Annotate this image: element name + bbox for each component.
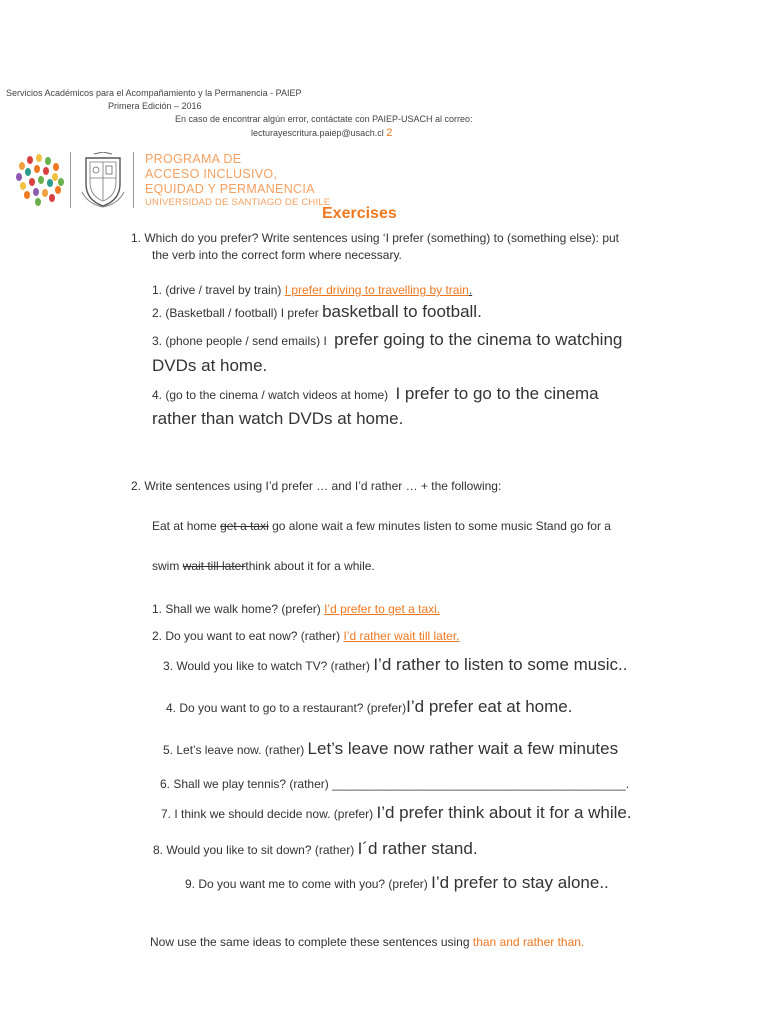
ex2-item-8: 8. Would you like to sit down? (rather) I´d rather stand.	[153, 839, 478, 858]
ex1-item-4-answer-2: rather than watch DVDs at home.	[152, 409, 404, 428]
logo-line-4: UNIVERSIDAD DE SANTIAGO DE CHILE	[145, 197, 331, 208]
ex2-item-7-answer: I’d prefer think about it for a while	[376, 803, 627, 822]
struck-option-wait-till-later: wait till later	[182, 559, 246, 573]
ex1-item-1-answer: I prefer driving to travelling by train	[284, 283, 469, 297]
header-line-1: Servicios Académicos para el Acompañamiento y la Permanencia - PAIEP	[6, 88, 302, 98]
program-logo-text	[145, 152, 330, 209]
ex2-item-2-answer: I’d rather wait till later.	[343, 629, 460, 643]
ex2-item-8-answer: I´d rather stand	[357, 839, 473, 858]
logo-divider-2	[133, 152, 134, 208]
closing-instruction: Now use the same ideas to complete these sentences using than and rather than.	[150, 935, 585, 949]
ex1-item-1-question: 1. (drive / travel by train)	[152, 283, 282, 297]
page-title: Exercises	[322, 205, 397, 222]
logo-divider	[70, 152, 71, 208]
ex1-item-3	[152, 330, 622, 350]
ex2-item-6: 6. Shall we play tennis? (rather) ____________________________________________.	[160, 777, 630, 791]
ex1-item-4-answer-1: I prefer to go to the cinema	[395, 384, 599, 403]
ex2-item-4: 4. Do you want to go to a restaurant? (prefer)I’d prefer eat at home.	[166, 697, 573, 716]
ex2-instruction: 2. Write sentences using I’d prefer … and I’d rather … + the following:	[131, 479, 502, 493]
ex2-item-1-answer: I’d prefer to get a taxi.	[324, 602, 441, 616]
university-crest-icon	[80, 152, 126, 208]
ex2-item-5-answer: Let’s leave now rather wait a few minutes	[307, 739, 619, 758]
page-number: 2	[386, 127, 393, 139]
logo-line-3: EQUIDAD Y PERMANENCIA	[145, 182, 315, 196]
ex1-item-4-question: 4. (go to the cinema / watch videos at home)	[152, 388, 389, 402]
ex1-instruction-line-1: 1. Which do you prefer? Write sentences using ‘I prefer (something) to (something else): put	[131, 231, 620, 245]
ex1-item-2: 2. (Basketball / football) I prefer basketball to football.	[152, 302, 482, 321]
header-line-3: En caso de encontrar algún error, contáctate con PAIEP-USACH al correo:	[175, 114, 473, 124]
ex1-item-3-answer-1: prefer going to the cinema to watching	[334, 330, 623, 349]
ex2-item-4-answer: I’d prefer eat at home	[406, 697, 568, 716]
ex2-options-line-1: Eat at home get a taxi go alone wait a few minutes listen to some music Stand go for a	[152, 519, 611, 533]
ex2-item-9: 9. Do you want me to come with you? (prefer) I’d prefer to stay alone..	[185, 873, 609, 892]
logo-line-1: PROGRAMA DE	[145, 152, 242, 166]
ex1-item-2-question: 2. (Basketball / football) I prefer	[152, 306, 319, 320]
ex2-item-1: 1. Shall we walk home? (prefer) I’d prefer to get a taxi.	[152, 602, 441, 616]
header-line-2: Primera Edición – 2016	[108, 101, 202, 111]
ex1-item-2-answer: basketball to football	[322, 302, 478, 321]
ex1-item-3-answer-2: DVDs at home.	[152, 356, 268, 375]
ex1-item-3-question: 3. (phone people / send emails) I	[152, 334, 327, 348]
logo-line-2: ACCESO INCLUSIVO,	[145, 167, 278, 181]
ex2-item-3: 3. Would you like to watch TV? (rather) I’d rather to listen to some music..	[163, 655, 628, 674]
header-line-4	[251, 127, 392, 139]
ex1-instruction-line-2: the verb into the correct form where necessary.	[152, 248, 402, 262]
ex2-item-9-answer: I’d prefer to stay alone..	[431, 873, 609, 892]
contact-email: lecturayescritura.paiep@usach.cl	[251, 128, 384, 138]
ex1-item-1: 1. (drive / travel by train) I prefer driving to travelling by train.	[152, 283, 473, 297]
ex2-item-7: 7. I think we should decide now. (prefer) I’d prefer think about it for a while.	[161, 803, 632, 822]
ex1-item-4	[152, 384, 599, 404]
paiep-logo-icon	[14, 152, 66, 208]
struck-option-get-a-taxi: get a taxi	[220, 519, 269, 533]
ex2-options-line-2: swim wait till laterthink about it for a while.	[152, 559, 375, 573]
ex2-item-3-answer: I’d rather to listen to some music..	[373, 655, 628, 674]
ex2-item-2: 2. Do you want to eat now? (rather) I’d rather wait till later.	[152, 629, 460, 643]
closing-highlight: than and rather than.	[472, 935, 585, 949]
ex2-item-5: 5. Let’s leave now. (rather) Let’s leave now rather wait a few minutes	[163, 739, 619, 758]
